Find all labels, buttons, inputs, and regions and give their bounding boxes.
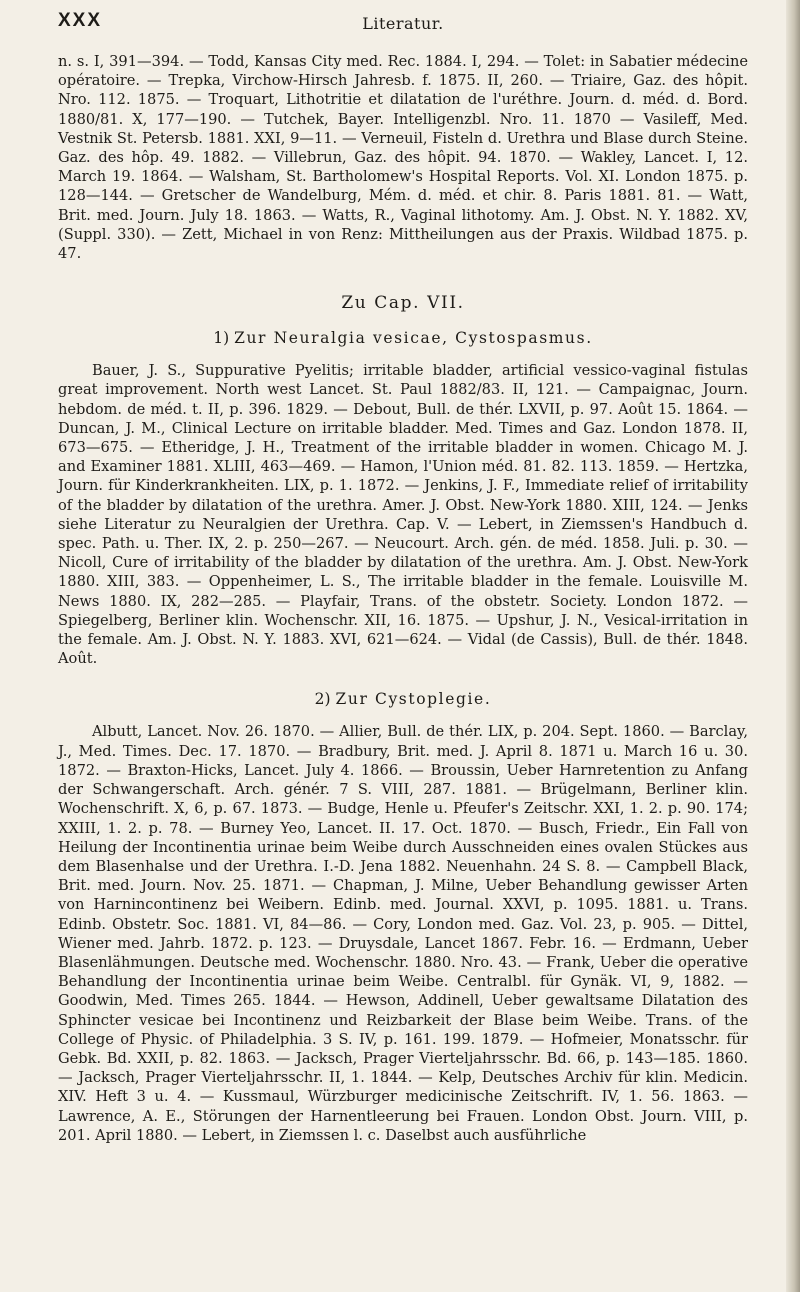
section-heading-neuralgia bbox=[58, 329, 748, 347]
references-neuralgia: Bauer, J. S., Suppurative Pyelitis; irritable bladder, artificial vessico-vaginal fistulas great improvement. North west Lancet. St. Paul 1882/83. II, 121. — Campaignac, Journ. hebdom. de méd. t. II, p. 396. 1829. — Debout, Bull. de thér. LXVII, p. 97. Août 15. 1864. — Duncan, J. M., Clinical Lecture on irritable bladder. Med. Times and Gaz. London 1878. II, 673—675. — Etheridge, J. H., Treatment of the irritable bladder in women. Chicago M. J. and Examiner 1881. XLIII, 463—469. — Hamon, l'Union méd. 81. 82. 113. 1859. — Hertzka, Journ. für Kinderkrankheiten. LIX, p. 1. 1872. — Jenkins, J. F., Immediate relief of irritability of the bladder by dilatation of the urethra. Amer. J. Obst. New-York 1880. XIII, 124. — Jenks siehe Literatur zu Neuralgien der Urethra. Cap. V. — Lebert, in Ziemssen's Handbuch d. spec. Path. u. Ther. IX, 2. p. 250—267. — Neucourt. Arch. gén. de méd. 1858. Juli. p. 30. — Nicoll, Cure of irritability of the bladder by dilatation of the urethra. Am. J. Obst. New-York 1880. XIII, 383. — Oppenheimer, L. S., The irritable bladder in the female. Louisville M. News 1880. IX, 282—285. — Playfair, Trans. of the obstetr. Society. London 1872. — Spiegelberg, Berliner klin. Wochenschr. XII, 16. 1875. — Upshur, J. N., Vesical-irritation in the female. Am. J. Obst. N. Y. 1883. XVI, 621—624. — Vidal (de Cassis), Bull. de thér. 1848. Août. bbox=[58, 362, 748, 668]
section-heading-cystoplegie bbox=[58, 690, 748, 708]
chapter-heading: Zu Cap. VII. bbox=[341, 293, 465, 314]
section-number: 1) bbox=[213, 329, 230, 348]
section-number: 2) bbox=[314, 690, 331, 709]
running-title: Literatur. bbox=[362, 14, 444, 33]
running-head bbox=[58, 8, 748, 52]
intro-references: n. s. I, 391—394. — Todd, Kansas City med. Rec. 1884. I, 294. — Tolet: in Sabatier médecine opératoire. — Trepka, Virchow-Hirsch Jahresb. f. 1875. II, 260. — Triaire, Gaz. des hôpit. Nro. 112. 1875. — Troquart, Lithotritie et dilatation de l'uréthre. Journ. d. méd. d. Bord. 1880/81. X, 177—190. — Tutchek, Bayer. Intelligenzbl. Nro. 11. 1870 — Vasileff, Med. Vestnik St. Petersb. 1881. XXI, 9—11. — Verneuil, Fisteln d. Urethra und Blase durch Steine. Gaz. des hôp. 49. 1882. — Villebrun, Gaz. des hôpit. 94. 1870. — Wakley, Lancet. I, 12. March 19. 1864. — Walsham, St. Bartholomew's Hospital Reports. Vol. XI. London 1875. p. 128—144. — Gretscher de Wandelburg, Mém. d. méd. et chir. 8. Paris 1881. 81. — Watt, Brit. med. Journ. July 18. 1863. — Watts, R., Vaginal lithotomy. Am. J. Obst. N. Y. 1882. XV, (Suppl. 330). — Zett, Michael in von Renz: Mittheilungen aus der Praxis. Wildbad 1875. p. 47. bbox=[58, 53, 748, 263]
page-edge-shadow bbox=[786, 0, 800, 1292]
page-number: XXX bbox=[58, 10, 103, 31]
section-title: Zur Neuralgia vesicae, Cystospasmus. bbox=[234, 329, 593, 348]
section-title: Zur Cystoplegie. bbox=[335, 690, 492, 709]
references-cystoplegie: Albutt, Lancet. Nov. 26. 1870. — Allier, Bull. de thér. LIX, p. 204. Sept. 1860. — Barclay, J., Med. Times. Dec. 17. 1870. — Bradbury, Brit. med. J. April 8. 1871 u. March 16 u. 30. 1872. — Braxton-Hicks, Lancet. July 4. 1866. — Broussin, Ueber Harnretention zu Anfang der Schwangerschaft. Arch. génér. 7 S. VIII, 287. 1881. — Brügelmann, Berliner klin. Wochenschrift. X, 6, p. 67. 1873. — Budge, Henle u. Pfeufer's Zeitschr. XXI, 1. 2. p. 90. 174; XXIII, 1. 2. p. 78. — Burney Yeo, Lancet. II. 17. Oct. 1870. — Busch, Friedr., Ein Fall von Heilung der Incontinentia urinae beim Weibe durch Ausschneiden eines ovalen Stückes aus dem Blasenhalse und der Urethra. I.-D. Jena 1882. Neuenhahn. 24 S. 8. — Campbell Black, Brit. med. Journ. Nov. 25. 1871. — Chapman, J. Milne, Ueber Behandlung gewisser Arten von Harnincontinenz bei Weibern. Edinb. med. Journal. XXVI, p. 1095. 1881. u. Trans. Edinb. Obstetr. Soc. 1881. VI, 84—86. — Cory, London med. Gaz. Vol. 23, p. 905. — Dittel, Wiener med. Jahrb. 1872. p. 123. — Druysdale, Lancet 1867. Febr. 16. — Erdmann, Ueber Blasenlähmungen. Deutsche med. Wochenschr. 1880. Nro. 43. — Frank, Ueber die operative Behandlung der Incontinentia urinae beim Weibe. Centralbl. für Gynäk. VI, 9, 1882. — Goodwin, Med. Times 265. 1844. — Hewson, Addinell, Ueber gewaltsame Dilatation des Sphincter vesicae bei Incontinenz und Reizbarkeit der Blase beim Weibe. Trans. of the College of Physic. of Philadelphia. 3 S. IV, p. 161. 199. 1879. — Hofmeier, Monatsschr. für Gebk. Bd. XXII, p. 82. 1863. — Jacksch, Prager Vierteljahrsschr. Bd. 66, p. 143—185. 1860. — Jacksch, Prager Vierteljahrsschr. II, 1. 1844. — Kelp, Deutsches Archiv für klin. Medicin. XIV. Heft 3 u. 4. — Kussmaul, Würzburger medicinische Zeitschrift. IV, 1. 56. 1863. — Lawrence, A. E., Störungen der Harnentleerung bei Frauen. London Obst. Journ. VIII, p. 201. April 1880. — Lebert, in Ziemssen l. c. Daselbst auch ausführliche bbox=[58, 723, 748, 1144]
